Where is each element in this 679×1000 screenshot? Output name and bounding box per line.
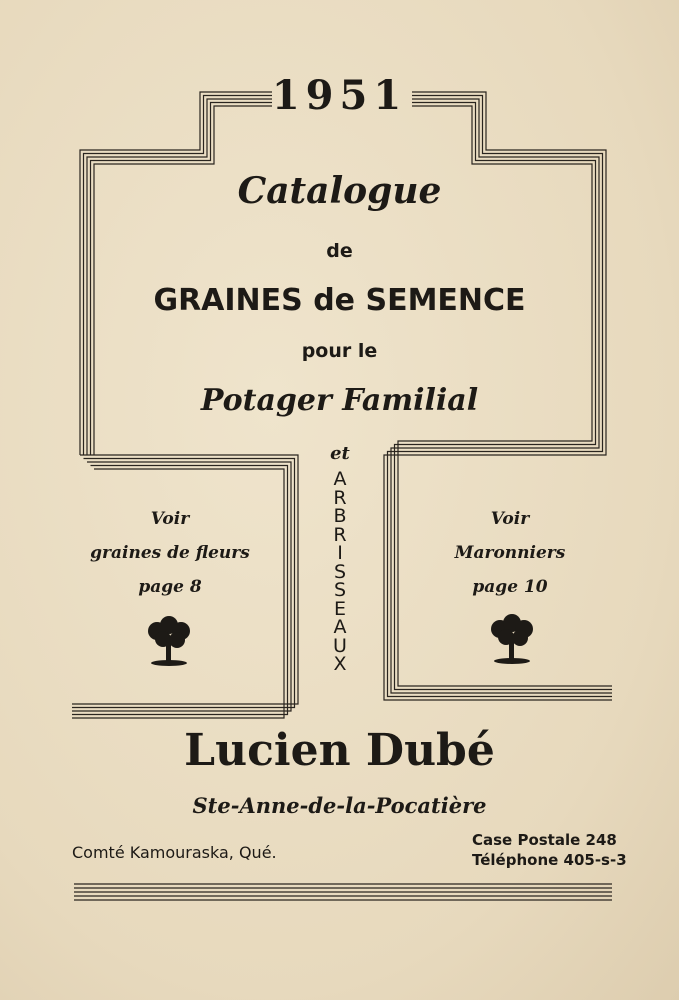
letter: B [333,505,347,527]
tree-icon [143,615,195,667]
right-panel [400,502,620,604]
letter: E [333,597,346,620]
tree-icon [486,613,538,665]
publisher-town: Ste-Anne-de-la-Pocatière [192,793,487,818]
letter: S [333,579,347,601]
connector-pour: pour le [301,340,378,362]
right-panel-page: page 10 [472,577,548,597]
letter: I [337,542,343,564]
left-panel [60,502,280,604]
letter: A [333,468,347,490]
left-panel-page: page 8 [138,577,202,597]
vertical-word-arbrisseaux [323,470,357,674]
right-panel-subject: Maronniers [454,543,566,563]
catalogue-subtitle: Potager Familial [200,383,479,418]
connector-de: de [326,240,353,262]
letter: R [333,523,347,546]
left-panel-subject: graines de fleurs [90,543,250,563]
publisher-county: Comté Kamouraska, Qué. [72,843,277,862]
contact-block [472,830,627,870]
letter: U [333,634,347,657]
letter: S [333,560,347,583]
catalogue-subject: GRAINES de SEMENCE [153,283,526,318]
letter: R [333,486,347,509]
telephone: Téléphone 405-s-3 [472,851,627,869]
right-panel-voir: Voir [490,509,530,529]
connector-et: et [330,443,350,464]
letter: X [333,653,347,675]
publisher-name: Lucien Dubé [184,725,495,776]
postal-box: Case Postale 248 [472,831,617,849]
left-panel-voir: Voir [150,509,190,529]
catalogue-year: 1951 [271,72,408,119]
letter: A [333,616,347,638]
catalogue-title: Catalogue [237,170,442,212]
